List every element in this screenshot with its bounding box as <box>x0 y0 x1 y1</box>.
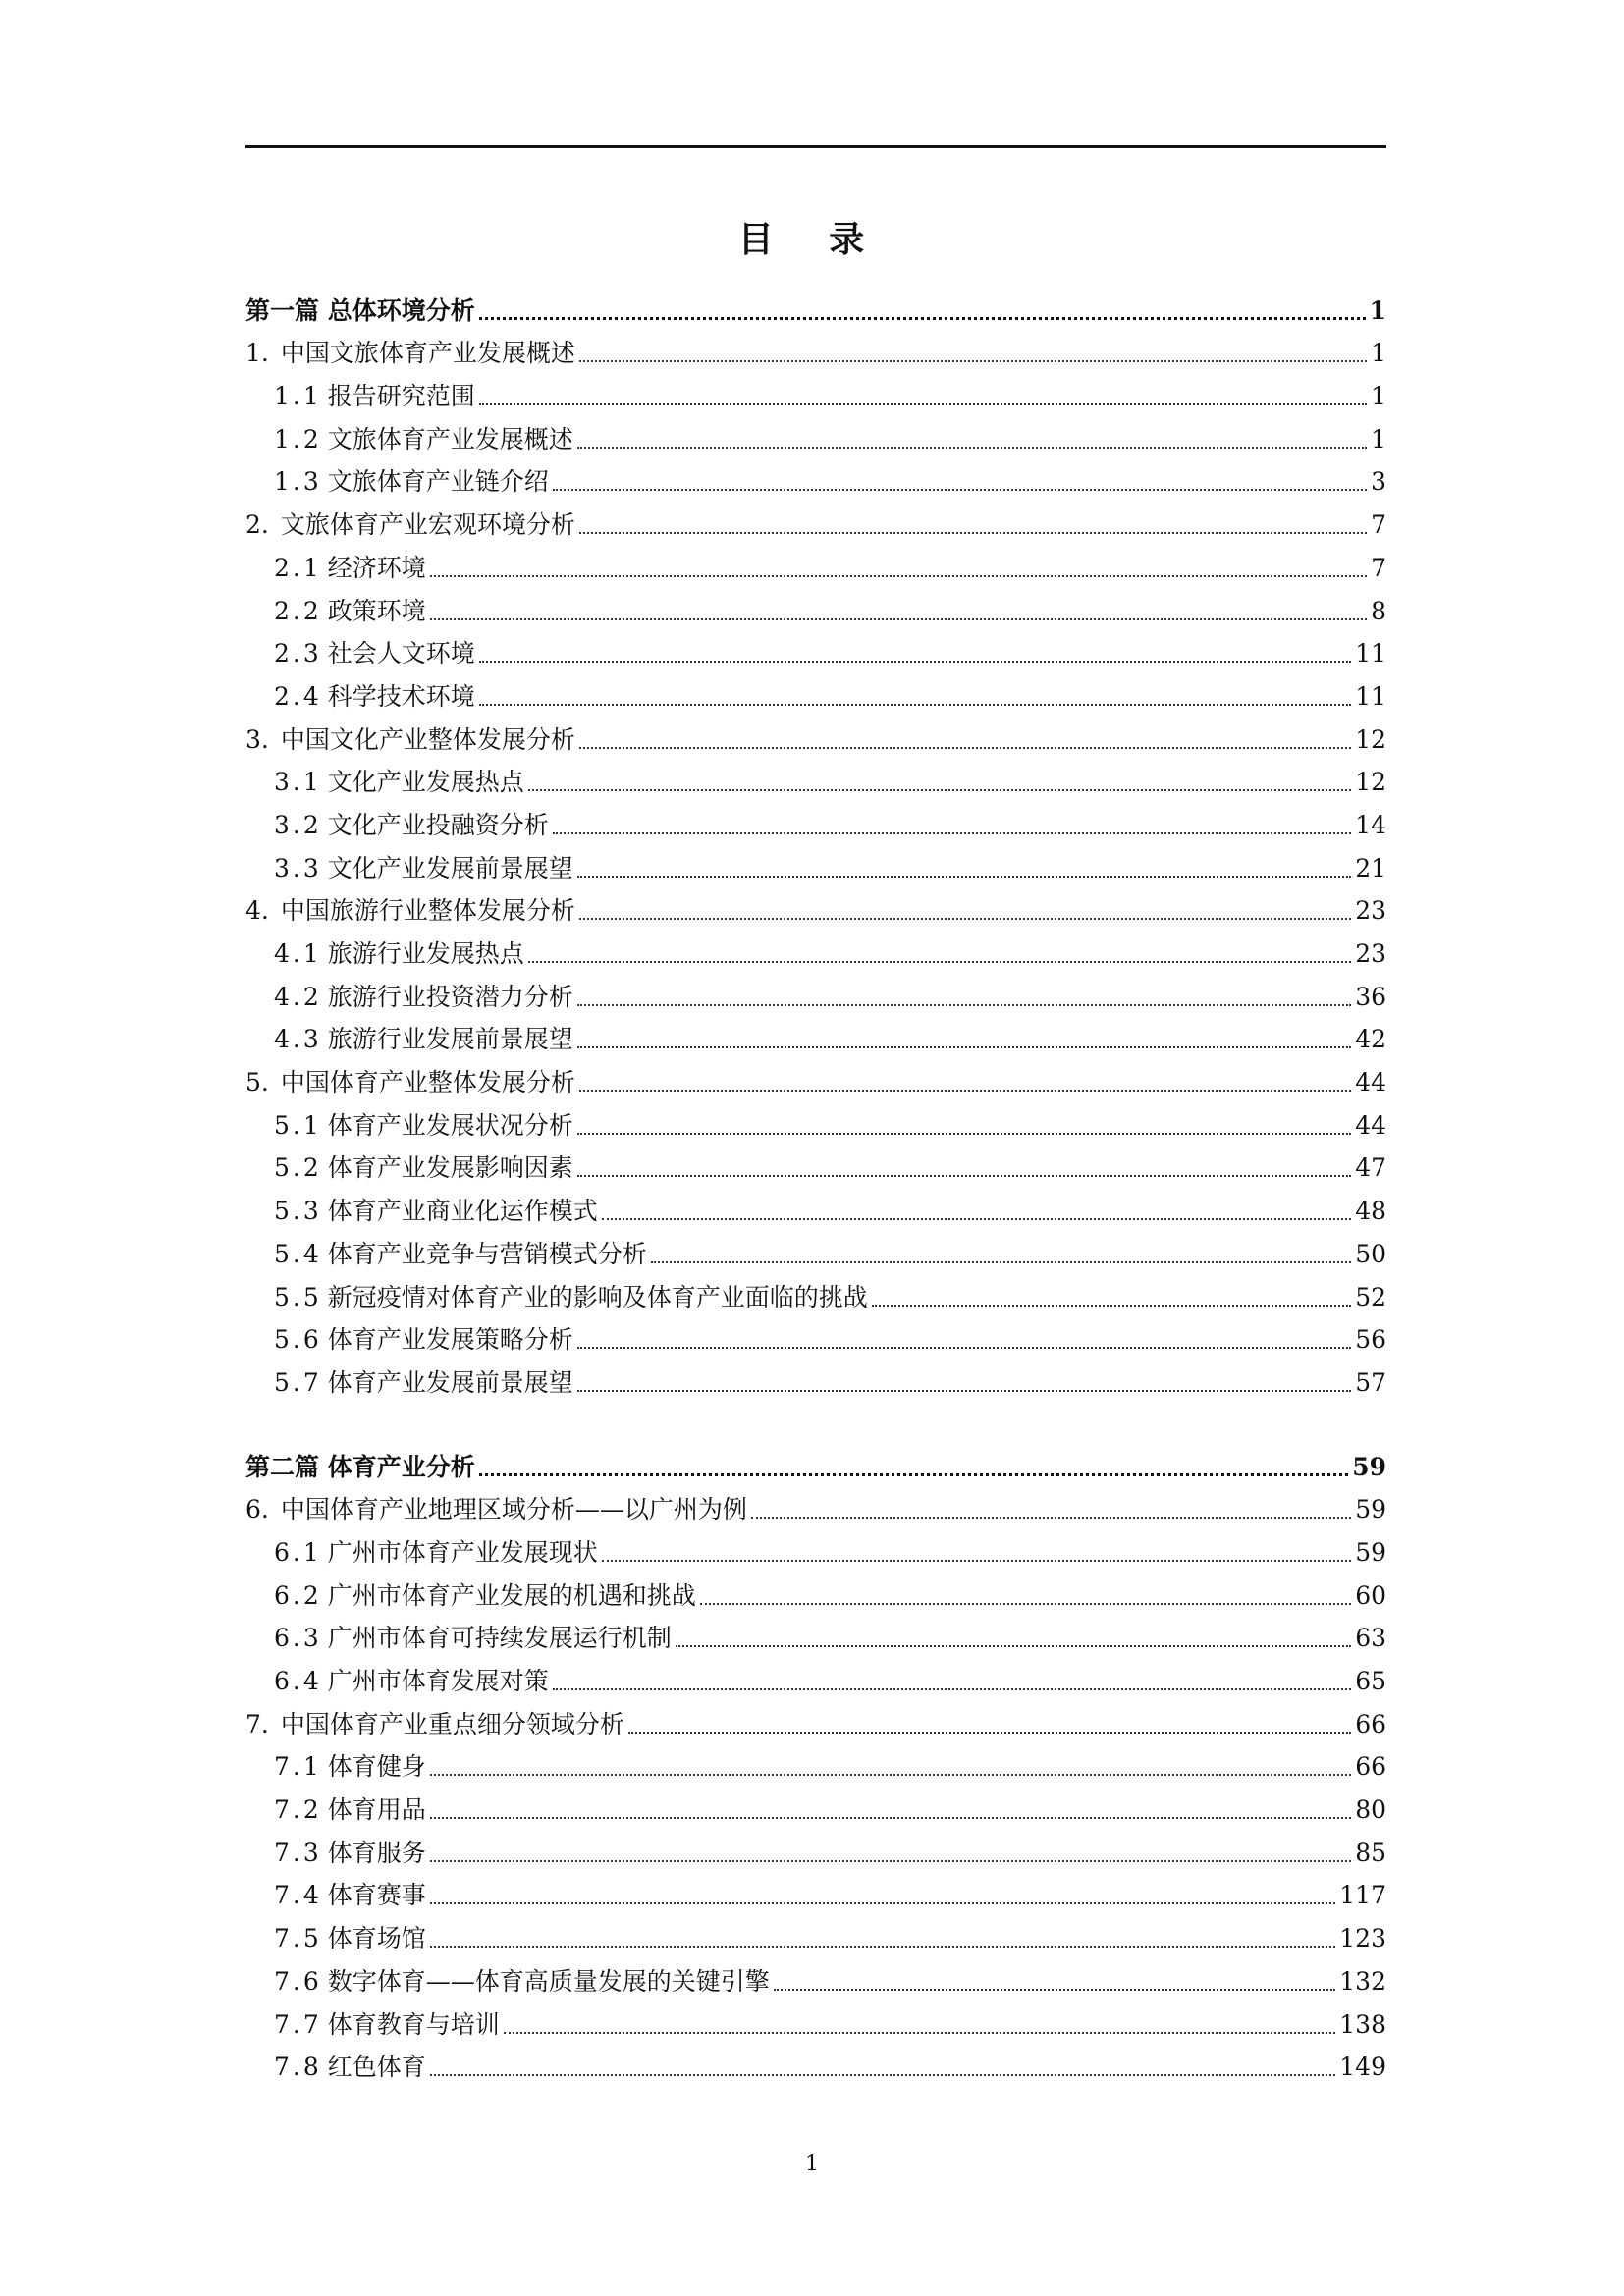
toc-page-number: 1 <box>1369 295 1386 325</box>
toc-entry-number: 2. <box>245 510 269 540</box>
toc-entry-title: 文旅体育产业链介绍 <box>327 467 549 497</box>
toc-page-number: 1 <box>1371 339 1386 368</box>
toc-chapter-entry[interactable] <box>245 1484 1386 1527</box>
toc-section-entry[interactable] <box>245 1570 1386 1613</box>
toc-entry-number: 4.2 <box>274 982 322 1011</box>
toc-section-entry[interactable] <box>245 799 1386 842</box>
toc-entry-number: 3.2 <box>274 810 322 839</box>
toc-leader-dots <box>479 403 1367 405</box>
toc-page-number: 44 <box>1355 1068 1386 1097</box>
toc-page-number: 85 <box>1355 1838 1386 1867</box>
toc-page-number: 11 <box>1355 639 1386 668</box>
toc-section-entry[interactable] <box>245 1955 1386 1999</box>
toc-page-number: 117 <box>1339 1881 1386 1910</box>
toc-leader-dots <box>602 1218 1351 1220</box>
toc-part2-entries <box>245 1484 1386 2085</box>
toc-page-number: 42 <box>1355 1025 1386 1054</box>
toc-page-number: 7 <box>1371 510 1386 540</box>
toc-leader-dots <box>479 704 1351 706</box>
toc-section-entry[interactable] <box>245 1784 1386 1827</box>
toc-section-entry[interactable] <box>245 1912 1386 1955</box>
toc-entry-title: 新冠疫情对体育产业的影响及体育产业面临的挑战 <box>327 1282 868 1311</box>
toc-chapter-entry[interactable] <box>245 885 1386 929</box>
toc-page-number: 59 <box>1352 1452 1386 1481</box>
toc-entry-title: 文旅体育产业宏观环境分析 <box>280 510 575 540</box>
toc-leader-dots <box>504 2032 1336 2034</box>
toc-entry-title: 文化产业投融资分析 <box>327 810 549 839</box>
toc-entry-number: 4. <box>245 896 269 926</box>
toc-entry-title: 中国文化产业整体发展分析 <box>280 724 575 754</box>
toc-page-number: 36 <box>1355 982 1386 1011</box>
toc-section-entry[interactable] <box>245 1143 1386 1186</box>
toc-page-number: 149 <box>1339 2053 1386 2082</box>
toc-page-number: 3 <box>1371 467 1386 497</box>
toc-entry-number: 1.1 <box>274 382 322 411</box>
toc-page-number: 7 <box>1371 553 1386 582</box>
toc-leader-dots <box>579 532 1367 534</box>
toc-leader-dots <box>577 447 1367 449</box>
toc-chapter-entry[interactable] <box>245 1698 1386 1741</box>
toc-entry-number: 2.1 <box>274 553 322 582</box>
toc-section-entry[interactable] <box>245 1526 1386 1570</box>
toc-entry-title: 广州市体育发展对策 <box>327 1667 549 1695</box>
toc-leader-dots <box>577 1390 1351 1392</box>
toc-entry-number: 6.3 <box>274 1624 322 1653</box>
toc-page-number: 132 <box>1339 1966 1386 1996</box>
toc-page-number: 80 <box>1355 1795 1386 1825</box>
toc-entry-number: 5.7 <box>274 1367 322 1397</box>
footer-page-number: 1 <box>805 2152 819 2176</box>
toc-spacer <box>245 1400 1386 1441</box>
toc-page-number: 52 <box>1355 1282 1386 1311</box>
toc-entry-number: 1.2 <box>274 424 322 454</box>
toc-entry-title: 旅游行业发展前景展望 <box>327 1025 573 1054</box>
toc-entry-title: 旅游行业发展热点 <box>327 939 524 968</box>
toc-entry-number: 7.8 <box>274 2053 322 2082</box>
toc-page-number: 8 <box>1371 596 1386 625</box>
toc-page-number: 11 <box>1355 681 1386 711</box>
toc-section-entry[interactable] <box>245 2042 1386 2085</box>
toc-entry-title: 体育健身 <box>327 1752 426 1782</box>
toc-leader-dots <box>602 1560 1351 1562</box>
toc-leader-dots <box>579 360 1367 362</box>
toc-chapter-entry[interactable] <box>245 499 1386 542</box>
toc-entry-title: 报告研究范围 <box>327 382 475 411</box>
toc-entry-title: 红色体育 <box>327 2053 426 2082</box>
toc-leader-dots <box>479 317 1366 320</box>
toc-entry-title: 旅游行业投资潜力分析 <box>327 982 573 1011</box>
toc-entry-number: 7.5 <box>274 1924 322 1953</box>
toc-entry-title: 广州市体育产业发展现状 <box>327 1537 598 1567</box>
toc-page-number: 59 <box>1355 1537 1386 1567</box>
toc-page-number: 12 <box>1355 768 1386 797</box>
header-rule <box>245 145 1386 148</box>
toc-leader-dots <box>430 1902 1336 1904</box>
toc-section-entry[interactable] <box>245 971 1386 1014</box>
toc-entry-title: 经济环境 <box>327 553 426 582</box>
toc-entry-title: 体育产业竞争与营销模式分析 <box>327 1239 647 1268</box>
toc-page-number: 63 <box>1355 1624 1386 1653</box>
toc-leader-dots <box>430 618 1367 620</box>
toc-section-entry[interactable] <box>245 585 1386 628</box>
toc-entry-title: 体育产业发展前景展望 <box>327 1367 573 1397</box>
toc-leader-dots <box>579 747 1351 749</box>
toc-chapter-entry[interactable] <box>245 714 1386 757</box>
toc-leader-dots <box>579 1090 1351 1092</box>
toc-entry-number: 5.5 <box>274 1282 322 1311</box>
toc-page-number: 14 <box>1355 810 1386 839</box>
toc-entry-number: 7.7 <box>274 2009 322 2039</box>
toc-leader-dots <box>651 1261 1351 1263</box>
toc-entry-number: 6.1 <box>274 1537 322 1567</box>
toc-section-entry[interactable] <box>245 757 1386 800</box>
toc-entry-number: 7.4 <box>274 1881 322 1910</box>
toc-entry-number: 3. <box>245 724 269 754</box>
toc-entry-number: 4.1 <box>274 939 322 968</box>
toc-section-entry[interactable] <box>245 1014 1386 1057</box>
toc-entry-title: 体育教育与培训 <box>327 2009 500 2039</box>
toc-entry-title: 广州市体育可持续发展运行机制 <box>327 1624 672 1653</box>
toc-entry-number: 3.3 <box>274 853 322 882</box>
toc-page-number: 23 <box>1355 896 1386 926</box>
toc-page-number: 48 <box>1355 1197 1386 1226</box>
toc-entry-number: 7. <box>245 1709 269 1738</box>
toc-entry-number: 1.3 <box>274 467 322 497</box>
toc-page-number: 60 <box>1355 1580 1386 1610</box>
toc-leader-dots <box>479 661 1351 663</box>
toc-leader-dots <box>430 1774 1351 1776</box>
toc-entry-title: 体育产业发展状况分析 <box>327 1110 573 1140</box>
toc-leader-dots <box>553 489 1367 491</box>
toc-section-entry[interactable] <box>245 1228 1386 1271</box>
toc-part-heading[interactable] <box>245 1441 1386 1484</box>
toc-page-number: 66 <box>1355 1709 1386 1738</box>
toc-page-number: 23 <box>1355 939 1386 968</box>
toc-entry-title: 中国文旅体育产业发展概述 <box>280 339 575 368</box>
toc-page-number: 138 <box>1339 2009 1386 2039</box>
toc-section-entry[interactable] <box>245 1357 1386 1400</box>
toc-section-entry[interactable] <box>245 1099 1386 1143</box>
toc-entry-number: 2.4 <box>274 681 322 711</box>
toc-entry-number: 5. <box>245 1068 269 1097</box>
toc-entry-title: 文旅体育产业发展概述 <box>327 424 573 454</box>
toc-page-number: 12 <box>1355 724 1386 754</box>
toc-entry-number: 7.6 <box>274 1966 322 1996</box>
toc-section-entry[interactable] <box>245 1741 1386 1785</box>
toc-entry-title: 体育场馆 <box>327 1924 426 1953</box>
toc-section-entry[interactable] <box>245 1827 1386 1870</box>
toc-section-entry[interactable] <box>245 1999 1386 2042</box>
toc-section-entry[interactable] <box>245 1613 1386 1656</box>
toc-part1-entries <box>245 328 1386 1400</box>
toc-section-entry[interactable] <box>245 628 1386 671</box>
toc-entry-number: 7.2 <box>274 1795 322 1825</box>
toc-section-entry[interactable] <box>245 842 1386 885</box>
toc-leader-dots <box>579 918 1351 920</box>
toc-entry-title: 政策环境 <box>327 596 426 625</box>
toc-entry-title: 体育用品 <box>327 1795 426 1825</box>
toc-section-entry[interactable] <box>245 928 1386 971</box>
toc-page-number: 47 <box>1355 1153 1386 1183</box>
toc-entry-title: 中国体育产业重点细分领域分析 <box>280 1709 624 1738</box>
toc-leader-dots <box>479 1473 1348 1476</box>
toc-entry-title: 体育产业发展影响因素 <box>327 1153 573 1183</box>
toc-leader-dots <box>577 1133 1351 1135</box>
toc-section-entry[interactable] <box>245 1314 1386 1358</box>
toc-page-number: 44 <box>1355 1110 1386 1140</box>
toc-entry-number: 2.2 <box>274 596 322 625</box>
toc-entry-title: 体育产业商业化运作模式 <box>327 1197 598 1226</box>
toc-section-entry[interactable] <box>245 542 1386 585</box>
toc-leader-dots <box>528 961 1351 963</box>
toc-part-title: 第一篇 总体环境分析 <box>245 295 475 325</box>
toc-page-number: 1 <box>1371 424 1386 454</box>
toc-leader-dots <box>577 876 1351 878</box>
toc-entry-number: 2.3 <box>274 639 322 668</box>
toc-section-entry[interactable] <box>245 413 1386 456</box>
toc-part-title: 第二篇 体育产业分析 <box>245 1452 475 1481</box>
toc-leader-dots <box>430 1946 1336 1948</box>
toc-leader-dots <box>528 789 1351 791</box>
toc-section-entry[interactable] <box>245 1655 1386 1698</box>
page-title: 目 录 <box>737 219 887 260</box>
toc-page-number: 56 <box>1355 1325 1386 1355</box>
toc-entry-number: 1. <box>245 339 269 368</box>
toc-leader-dots <box>628 1732 1351 1734</box>
toc-section-entry[interactable] <box>245 456 1386 500</box>
toc-entry-title: 社会人文环境 <box>327 639 475 668</box>
toc-entry-title: 文化产业发展热点 <box>327 768 524 797</box>
toc-leader-dots <box>553 1688 1351 1690</box>
toc-entry-title: 体育赛事 <box>327 1881 426 1910</box>
toc-leader-dots <box>872 1305 1351 1307</box>
toc-leader-dots <box>577 1175 1351 1177</box>
toc-entry-title: 广州市体育产业发展的机遇和挑战 <box>327 1580 696 1610</box>
toc-entry-title: 数字体育——体育高质量发展的关键引擎 <box>327 1966 770 1996</box>
toc-chapter-entry[interactable] <box>245 328 1386 371</box>
toc-page-number: 57 <box>1355 1367 1386 1397</box>
toc-entry-number: 7.1 <box>274 1752 322 1782</box>
toc-entry-title: 中国体育产业整体发展分析 <box>280 1068 575 1097</box>
toc-section-entry[interactable] <box>245 1870 1386 1913</box>
toc-page-number: 65 <box>1355 1667 1386 1695</box>
toc-entry-number: 6.2 <box>274 1580 322 1610</box>
toc-entry-number: 7.3 <box>274 1838 322 1867</box>
toc-entry-number: 5.6 <box>274 1325 322 1355</box>
toc-entry-number: 6. <box>245 1495 269 1524</box>
toc-entry-title: 中国旅游行业整体发展分析 <box>280 896 575 926</box>
table-of-contents <box>245 285 1386 2084</box>
toc-page-number: 50 <box>1355 1239 1386 1268</box>
toc-page-number: 59 <box>1355 1495 1386 1524</box>
toc-leader-dots <box>577 1347 1351 1349</box>
toc-entry-number: 3.1 <box>274 768 322 797</box>
toc-section-entry[interactable] <box>245 1271 1386 1314</box>
toc-leader-dots <box>700 1603 1351 1605</box>
toc-page-number: 123 <box>1339 1924 1386 1953</box>
toc-part-heading[interactable] <box>245 285 1386 328</box>
toc-leader-dots <box>430 1817 1351 1819</box>
toc-entry-number: 4.3 <box>274 1025 322 1054</box>
toc-leader-dots <box>553 832 1351 834</box>
toc-entry-number: 5.3 <box>274 1197 322 1226</box>
toc-leader-dots <box>577 1004 1351 1006</box>
toc-entry-number: 5.2 <box>274 1153 322 1183</box>
toc-leader-dots <box>430 2074 1336 2076</box>
toc-leader-dots <box>774 1989 1336 1991</box>
toc-leader-dots <box>676 1645 1351 1647</box>
toc-section-entry[interactable] <box>245 670 1386 714</box>
toc-page-number: 1 <box>1371 382 1386 411</box>
toc-page-number: 21 <box>1355 853 1386 882</box>
toc-chapter-entry[interactable] <box>245 1056 1386 1099</box>
toc-page-number: 66 <box>1355 1752 1386 1782</box>
toc-entry-title: 体育服务 <box>327 1838 426 1867</box>
toc-leader-dots <box>430 575 1367 577</box>
toc-leader-dots <box>577 1046 1351 1048</box>
toc-entry-number: 5.4 <box>274 1239 322 1268</box>
toc-section-entry[interactable] <box>245 1185 1386 1228</box>
toc-entry-number: 6.4 <box>274 1667 322 1695</box>
toc-entry-title: 文化产业发展前景展望 <box>327 853 573 882</box>
toc-leader-dots <box>751 1517 1351 1519</box>
toc-leader-dots <box>430 1860 1351 1862</box>
toc-section-entry[interactable] <box>245 370 1386 413</box>
toc-entry-title: 科学技术环境 <box>327 681 475 711</box>
toc-entry-title: 体育产业发展策略分析 <box>327 1325 573 1355</box>
toc-entry-number: 5.1 <box>274 1110 322 1140</box>
toc-entry-title: 中国体育产业地理区域分析——以广州为例 <box>280 1495 747 1524</box>
